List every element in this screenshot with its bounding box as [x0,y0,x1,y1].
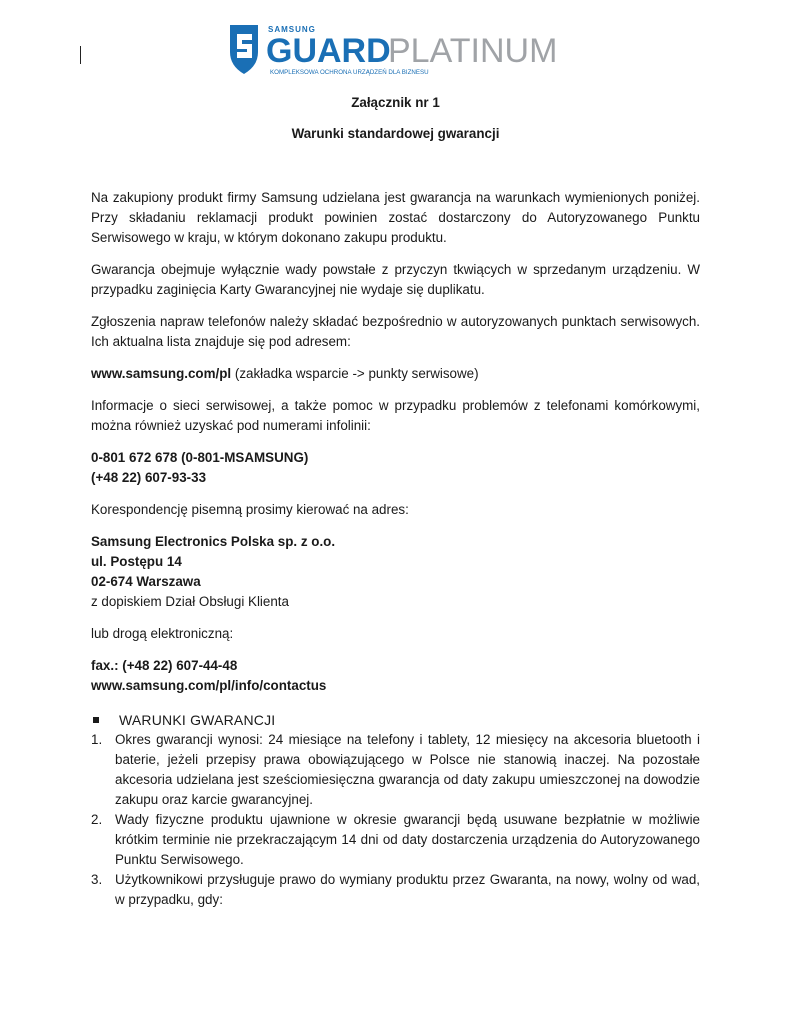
hotline-number-1: 0-801 672 678 (0-801-MSAMSUNG) [91,450,309,465]
list-item-number: 3. [91,872,103,887]
text-cursor [80,46,81,64]
paragraph-service-url [91,364,700,384]
list-item-text: Użytkownikowi przysługuje prawo do wymiany produktu przez Gwaranta, na nowy, wolny od wad, w przypadku, gdy: [115,872,700,907]
address-city: 02-674 Warszawa [91,574,201,589]
logo-tagline: KOMPLEKSOWA OCHRONA URZĄDZEŃ DLA BIZNESU [270,69,429,76]
paragraph-repairs: Zgłoszenia napraw telefonów należy składać bezpośrednio w autoryzowanych punktach serwisowych. Ich aktualna lista znajduje się pod adresem: [91,314,700,349]
samsung-guard-platinum-logo [228,22,568,78]
address-street: ul. Postępu 14 [91,554,182,569]
logo-graphic [228,22,568,78]
address-company: Samsung Electronics Polska sp. z o.o. [91,534,336,549]
address-note: z dopiskiem Dział Obsługi Klienta [91,594,289,609]
fax-number: fax.: (+48 22) 607-44-48 [91,658,238,673]
warranty-conditions-list [91,730,700,910]
list-item-text: Wady fizyczne produktu ujawnione w okresie gwarancji będą usuwane bezpłatnie w możliwie krótkim terminie nie przekraczającym 14 dni od daty dostarczenia urządzenia do Autoryzowanego Punktu Serwisowego. [115,812,700,867]
paragraph-intro: Na zakupiony produkt firmy Samsung udzielana jest gwarancja na warunkach wymienionych poniżej. Przy składaniu reklamacji produkt powinien zostać dostarczony do Autoryzowanego Punktu Serwisowego w kraju, w którym dokonano zakupu produktu. [91,190,700,245]
electronic-contact [91,656,700,696]
shield-icon [230,25,258,74]
paragraph-electronic: lub drogą elektroniczną: [91,626,234,641]
square-bullet-icon [93,717,99,723]
postal-address [91,532,700,612]
list-item-text: Okres gwarancji wynosi: 24 miesiące na telefony i tablety, 12 miesięcy na akcesoria bluetooth i baterie, jeżeli przepisy prawa obowiązującego w Polsce nie stanowią inaczej. Na pozostałe akcesoria udzielana jest sześciomiesięczna gwarancja od daty zakupu umieszczonej na dowodzie zakupu oraz karcie gwarancyjnej. [115,732,700,807]
logo-brand-small: SAMSUNG [268,25,316,34]
logo-platinum-word: PLATINUM [388,32,558,70]
list-item [91,870,700,910]
warranty-section-header [91,710,700,730]
logo-guard-word: GUARD [266,32,391,70]
paragraph-hotline: Informacje o sieci serwisowej, a także pomoc w przypadku problemów z telefonami komórkowymi, można również uzyskać pod numerami infolinii: [91,398,700,433]
contact-link[interactable]: www.samsung.com/pl/info/contactus [91,678,327,693]
annex-label: Załącznik nr 1 [351,95,440,110]
document-body [91,188,700,910]
list-item-number: 2. [91,812,103,827]
hotline-number-2: (+48 22) 607-93-33 [91,470,207,485]
hotline-numbers [91,448,700,488]
list-item [91,810,700,870]
document-title: Warunki standardowej gwarancji [291,126,500,141]
paragraph-scope: Gwarancja obejmuje wyłącznie wady powstałe z przyczyn tkwiących w sprzedanym urządzeniu. W przypadku zaginięcia Karty Gwarancyjnej nie wydaje się duplikatu. [91,262,700,297]
service-link-note: (zakładka wsparcie -> punkty serwisowe) [231,366,479,381]
warranty-section-title: WARUNKI GWARANCJI [119,712,276,728]
list-item-number: 1. [91,732,103,747]
paragraph-correspondence: Korespondencję pisemną prosimy kierować na adres: [91,502,409,517]
list-item [91,730,700,810]
service-link[interactable]: www.samsung.com/pl [91,366,232,381]
